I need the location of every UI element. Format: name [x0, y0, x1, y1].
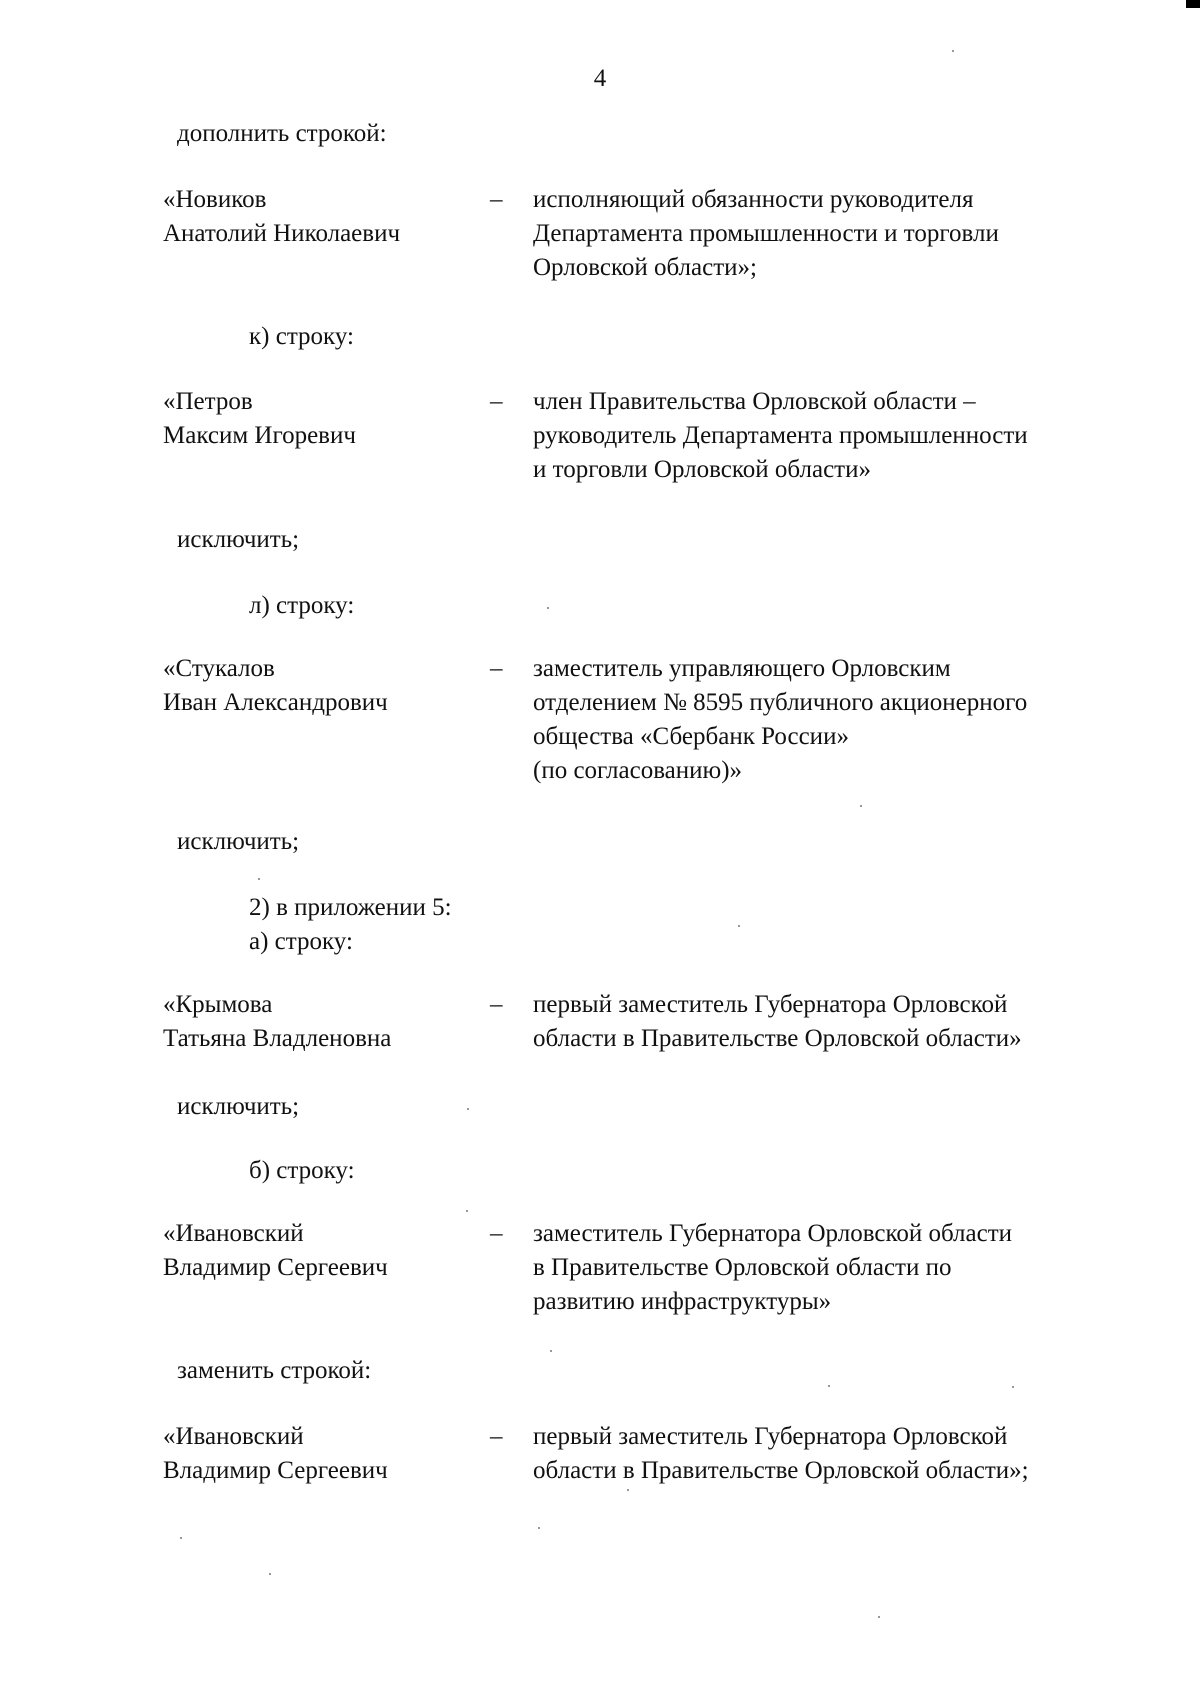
entry-name	[163, 183, 400, 251]
instruction-exclude: исключить;	[177, 526, 300, 553]
entry-position	[533, 385, 1028, 487]
instruction-item-k: к) строку:	[249, 323, 354, 350]
entry-name	[163, 988, 391, 1056]
entry-position	[533, 988, 1022, 1056]
instruction-item-a: а) строку:	[249, 928, 353, 955]
entry-name	[163, 1217, 388, 1285]
given-names: Максим Игоревич	[163, 422, 356, 449]
given-names: Татьяна Владленовна	[163, 1025, 392, 1052]
position-line: отделением № 8595 публичного акционерного	[533, 689, 1028, 716]
instruction-item-b: б) строку:	[249, 1157, 355, 1184]
entry-position	[533, 1217, 1012, 1319]
instruction-replace: заменить строкой:	[177, 1357, 372, 1384]
instruction-annex-5: 2) в приложении 5:	[249, 894, 452, 921]
scan-speck	[258, 878, 260, 880]
scan-speck	[538, 1527, 540, 1529]
scan-speck	[547, 607, 549, 609]
position-line: области в Правительстве Орловской области»	[533, 1025, 1022, 1052]
scan-edge-mark	[1186, 0, 1200, 8]
position-line: (по согласованию)»	[533, 757, 743, 784]
scan-speck	[738, 925, 740, 927]
scan-speck	[550, 1350, 552, 1352]
position-line: заместитель Губернатора Орловской области	[533, 1220, 1013, 1247]
instruction-exclude: исключить;	[177, 1093, 300, 1120]
position-line: руководитель Департамента промышленности	[533, 422, 1028, 449]
position-line: и торговли Орловской области»	[533, 456, 871, 483]
surname: «Ивановский	[163, 1220, 304, 1247]
entry-name	[163, 385, 356, 453]
scan-speck	[828, 1385, 830, 1387]
position-line: первый заместитель Губернатора Орловской	[533, 991, 1008, 1018]
surname: «Ивановский	[163, 1423, 304, 1450]
surname: «Стукалов	[163, 655, 275, 682]
given-names: Владимир Сергеевич	[163, 1254, 388, 1281]
entry-dash: –	[490, 186, 503, 213]
surname: «Новиков	[163, 186, 267, 213]
scan-speck	[1012, 1386, 1014, 1388]
position-line: заместитель управляющего Орловским	[533, 655, 951, 682]
given-names: Анатолий Николаевич	[163, 220, 401, 247]
entry-position	[533, 183, 999, 285]
entry-dash: –	[490, 1423, 503, 1450]
instruction-item-l: л) строку:	[249, 592, 355, 619]
entry-dash: –	[490, 1220, 503, 1247]
position-line: в Правительстве Орловской области по	[533, 1254, 952, 1281]
position-line: Орловской области»;	[533, 254, 757, 281]
entry-name	[163, 652, 388, 720]
position-line: развитию инфраструктуры»	[533, 1288, 832, 1315]
position-line: общества «Сбербанк России»	[533, 723, 849, 750]
position-line: член Правительства Орловской области –	[533, 388, 976, 415]
given-names: Иван Александрович	[163, 689, 388, 716]
entry-dash: –	[490, 655, 503, 682]
scan-speck	[878, 1616, 880, 1618]
page-number: 4	[593, 65, 607, 92]
surname: «Крымова	[163, 991, 273, 1018]
position-line: области в Правительстве Орловской области»;	[533, 1457, 1029, 1484]
scan-speck	[952, 50, 954, 52]
scan-speck	[269, 1573, 271, 1575]
position-line: первый заместитель Губернатора Орловской	[533, 1423, 1008, 1450]
scan-speck	[627, 1489, 629, 1491]
scan-speck	[467, 1108, 469, 1110]
position-line: Департамента промышленности и торговли	[533, 220, 999, 247]
scan-speck	[466, 1210, 468, 1212]
given-names: Владимир Сергеевич	[163, 1457, 388, 1484]
surname: «Петров	[163, 388, 253, 415]
position-line: исполняющий обязанности руководителя	[533, 186, 974, 213]
instruction-supplement: дополнить строкой:	[177, 120, 387, 147]
entry-dash: –	[490, 388, 503, 415]
entry-position	[533, 652, 1027, 788]
entry-position	[533, 1420, 1029, 1488]
entry-name	[163, 1420, 388, 1488]
scan-speck	[860, 805, 862, 807]
entry-dash: –	[490, 991, 503, 1018]
instruction-exclude: исключить;	[177, 828, 300, 855]
scan-speck	[180, 1537, 182, 1539]
